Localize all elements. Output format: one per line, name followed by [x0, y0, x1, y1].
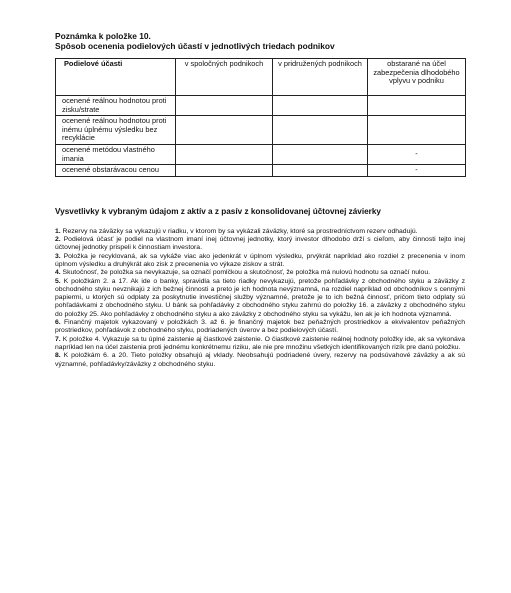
table-cell [273, 96, 368, 116]
note-text: Rezervy na záväzky sa vykazujú v riadku, v ktorom by sa vykázali záväzky, ktoré sa prostredníctvom rezerv odhadujú. [60, 227, 418, 235]
note-number: 2. [55, 236, 61, 244]
note-number: 6. [55, 319, 61, 327]
row-label: ocenené obstarávacou cenou [56, 165, 176, 177]
header-associates: v pridružených podnikoch [273, 59, 368, 96]
note-number: 1. [55, 227, 61, 235]
row-label: ocenené metódou vlastného imania [56, 144, 176, 164]
document-page [55, 31, 465, 369]
note-number: 3. [55, 252, 61, 260]
table-cell: - [368, 165, 466, 177]
note-item [55, 278, 465, 319]
header-long-term-influence: obstarané na účel zabezpečenia dlhodobého vplyvu v podniku [368, 59, 466, 96]
table-cell [273, 116, 368, 145]
table-row [56, 165, 466, 177]
note-item [55, 236, 465, 253]
note-number: 8. [55, 352, 61, 360]
note-item [55, 319, 465, 336]
note-text: Položka je recyklovaná, ak sa vykáže viac ako jedenkrát v úplnom výsledku, prvýkrát napríklad ako rozdiel z precenenia v inom úplnom výsledku a druhýkrát ako zisk z precenenia vo výkaze ziskov a strát. [55, 252, 465, 268]
table-header-row [56, 59, 466, 96]
note-text: K položkám 6. a 20. Tieto položky obsahujú aj vklady. Neobsahujú podriadené úvery, rezervy na podsúvahové záväzky a ak sú významné, pohľadávky/záväzky z obchodného styku. [55, 352, 465, 368]
table-cell [273, 144, 368, 164]
table-row [56, 96, 466, 116]
table-cell [368, 96, 466, 116]
table-row [56, 116, 466, 145]
row-label: ocenené reálnou hodnotou proti zisku/strate [56, 96, 176, 116]
table-cell [176, 116, 273, 145]
note-number: 7. [55, 335, 61, 343]
note-number: 5. [55, 277, 61, 285]
note-item [55, 269, 465, 277]
note-item [55, 253, 465, 270]
note-text: K položke 4. Vykazuje sa tu úplné zaistenie aj čiastkové zaistenie. O čiastkové zaistenie reálnej hodnoty položky ide, ak sa vykonáva napríklad len na účel zaistenia proti jednému konkrétnemu riziku, ale nie pre množinu všetkých identifikovaných rizík pre danú položku. [55, 335, 465, 351]
note-item [55, 352, 465, 369]
note-text: Finančný majetok vykazovaný v položkách 3. až 6. je finančný majetok bez peňažných prostriedkov a ekvivalentov peňažných prostriedkov, pohľadávok z obchodného styku, podriadených úverov a bez podielových účastí. [55, 319, 465, 335]
table-cell [368, 116, 466, 145]
row-label: ocenené reálnou hodnotou proti inému úplnému výsledku bez recyklácie [56, 116, 176, 145]
table-cell [176, 144, 273, 164]
note-text: Podielová účasť je podiel na vlastnom imaní inej účtovnej jednotky, ktorý investor dlhodobo drží s cieľom, aby činnosti tejto inej účtovnej jednotky prispeli k činnostiam investora. [55, 236, 465, 252]
note-text: K položkám 2. a 17. Ak ide o banky, spravidla sa tieto riadky nevykazujú, pretože pohľadávky z obchodného styku a záväzky z obchodného styku nevznikajú z ich bežnej činnosti a preto je ich hodnota nevýznamná, na rozdiel napríklad od obchodníkov s cennými papiermi, u ktorých sú odplaty za poskytnutie investičnej služby významné, pretože je to ich bežná činnosť, pričom tieto odplaty sú pohľadávkami z obchodného styku. U bánk sa pohľadávky z obchodného styku zahrnú do položky 16. a záväzky z obchodného styku do položky 25. Ako pohľadávky z obchodného styku a ako záväzky z obchodného styku sa vykážu, len ak je ich hodnota významná. [55, 277, 465, 318]
note-number: 4. [55, 269, 61, 277]
note-item [55, 228, 465, 236]
header-participations: Podielové účasti [56, 59, 176, 96]
note-subtitle: Spôsob ocenenia podielových účastí v jednotlivých triedach podnikov [55, 41, 335, 51]
valuation-table [55, 58, 466, 177]
table-cell [273, 165, 368, 177]
header-joint-ventures: v spoločných podnikoch [176, 59, 273, 96]
explanations-heading: Vysvetlivky k vybraným údajom z aktív a z pasív z konsolidovanej účtovnej závierky [55, 206, 381, 216]
table-cell [176, 96, 273, 116]
table-row [56, 144, 466, 164]
explanatory-notes [55, 228, 465, 369]
note-text: Skutočnosť, že položka sa nevykazuje, sa označí pomlčkou a skutočnosť, že položka má nulovú hodnotu sa označí nulou. [60, 269, 430, 277]
note-title: Poznámka k položke 10. [55, 31, 151, 41]
table-cell: - [368, 144, 466, 164]
table-cell [176, 165, 273, 177]
note-item [55, 336, 465, 353]
